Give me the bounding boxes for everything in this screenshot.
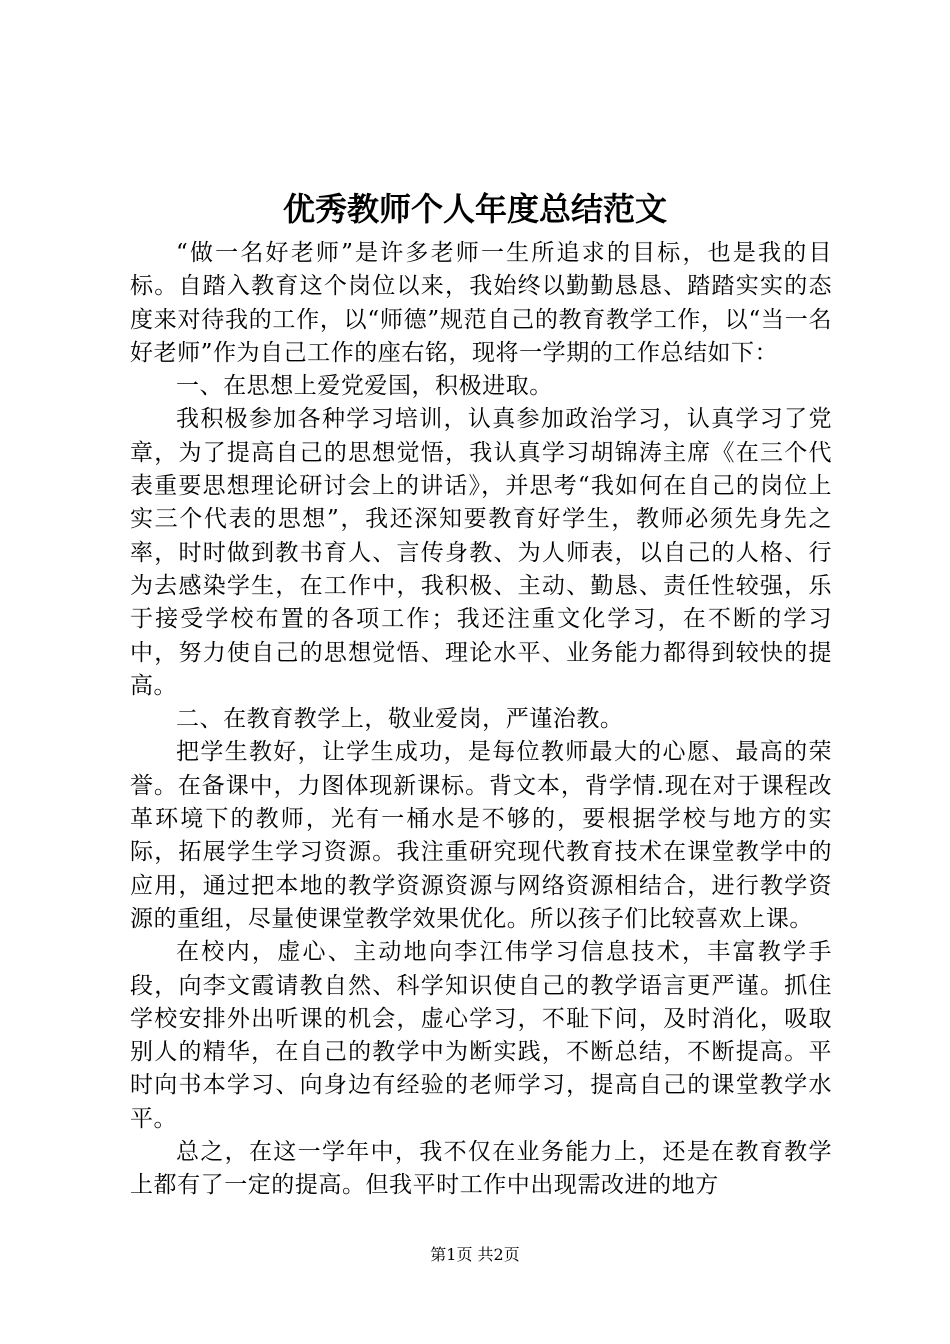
section-heading-2: 二、在教育教学上，敬业爱岗，严谨治教。 [176, 706, 624, 733]
section-heading-1: 一、在思想上爱党爱国，积极进取。 [176, 373, 553, 400]
paragraph-section-2b: 在校内，虚心、主动地向李江伟学习信息技术，丰富教学手段，向李文霞请教自然、科学知识使自己的教学语言更严谨。抓住学校安排外出听课的机会，虚心学习，不耻下问，及时消化，吸取别人的精华，在自己的教学中为断实践，不断总结，不断提高。平时向书本学习、向身边有经验的老师学习，提高自己的课堂教学水平。 [130, 939, 832, 1132]
paragraph-summary: 总之，在这一学年中，我不仅在业务能力上，还是在教育教学上都有了一定的提高。但我平时工作中出现需改进的地方 [130, 1139, 832, 1199]
paragraph-section-2a: 把学生教好，让学生成功，是每位教师最大的心愿、最高的荣誉。在备课中，力图体现新课标。背文本，背学情.现在对于课程改革环境下的教师，光有一桶水是不够的，要根据学校与地方的实际，拓展学生学习资源。我注重研究现代教育技术在课堂教学中的应用，通过把本地的教学资源资源与网络资源相结合，进行教学资源的重组，尽量使课堂教学效果优化。所以孩子们比较喜欢上课。 [130, 739, 832, 932]
paragraph-intro: “做一名好老师”是许多老师一生所追求的目标，也是我的目标。自踏入教育这个岗位以来，我始终以勤勤恳恳、踏踏实实的态度来对待我的工作，以“师德”规范自己的教育教学工作，以“当一名好老师”作为自己工作的座右铭，现将一学期的工作总结如下： [130, 240, 832, 366]
page-number-footer: 第1页 共2页 [430, 1245, 520, 1264]
paragraph-section-1: 我积极参加各种学习培训，认真参加政治学习，认真学习了党章，为了提高自己的思想觉悟，我认真学习胡锦涛主席《在三个代表重要思想理论研讨会上的讲话》，并思考“我如何在自己的岗位上实三个代表的思想”，我还深知要教育好学生，教师必须先身先之率，时时做到教书育人、言传身教、为人师表，以自己的人格、行为去感染学生，在工作中，我积极、主动、勤恳、责任性较强，乐于接受学校布置的各项工作；我还注重文化学习，在不断的学习中，努力使自己的思想觉悟、理论水平、业务能力都得到较快的提高。 [130, 406, 832, 699]
document-title: 优秀教师个人年度总结范文 [282, 190, 667, 228]
document-body [130, 237, 832, 1203]
